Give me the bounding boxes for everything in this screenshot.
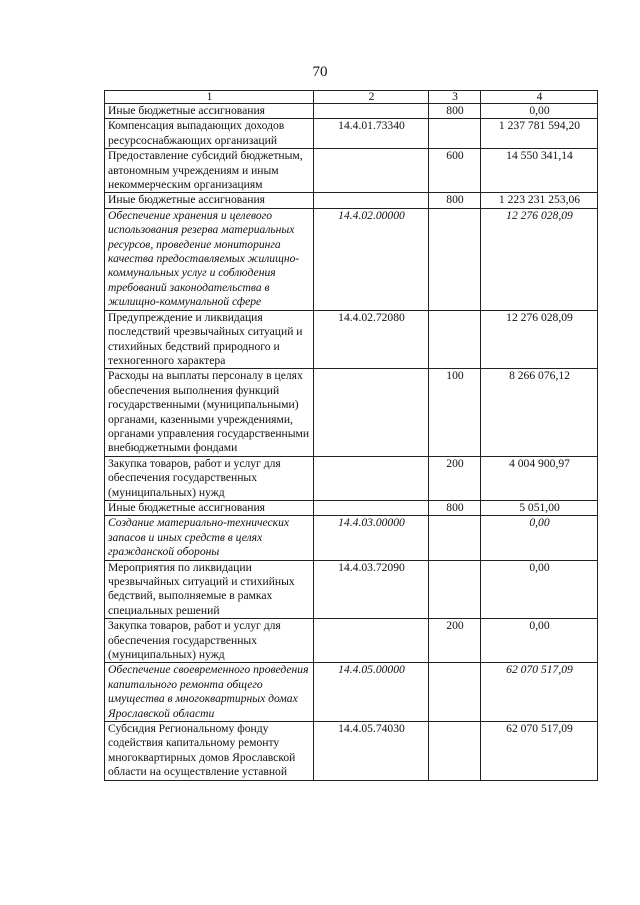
row-name: Мероприятия по ликвидации чрезвычайных ситуаций и стихийных бедствий, выполняемые в рамках специальных решений — [105, 560, 314, 619]
row-amount: 1 237 781 594,20 — [481, 119, 598, 149]
table-row — [105, 722, 598, 781]
row-code: 14.4.02.00000 — [314, 208, 429, 310]
row-amount: 62 070 517,09 — [481, 722, 598, 781]
row-expense-type: 800 — [429, 500, 481, 515]
page-number: 70 — [312, 64, 328, 80]
row-expense-type: 200 — [429, 619, 481, 663]
row-amount: 5 051,00 — [481, 500, 598, 515]
row-amount: 12 276 028,09 — [481, 208, 598, 310]
row-code: 14.4.01.73340 — [314, 119, 429, 149]
budget-table — [104, 90, 598, 781]
table-row — [105, 149, 598, 193]
row-code: 14.4.03.00000 — [314, 516, 429, 560]
table-row — [105, 369, 598, 456]
column-header-4: 4 — [481, 91, 598, 104]
table-row — [105, 208, 598, 310]
row-amount: 62 070 517,09 — [481, 663, 598, 722]
row-code: 14.4.03.72090 — [314, 560, 429, 619]
row-expense-type — [429, 310, 481, 369]
row-name: Расходы на выплаты персоналу в целях обеспечения выполнения функций государственными (муниципальными) органами, казенными учреждениями, органами управления государственными внебюджетными фондами — [105, 369, 314, 456]
row-expense-type: 800 — [429, 104, 481, 119]
row-expense-type: 100 — [429, 369, 481, 456]
row-expense-type: 200 — [429, 456, 481, 500]
row-name: Иные бюджетные ассигнования — [105, 500, 314, 515]
row-expense-type — [429, 722, 481, 781]
table-row — [105, 619, 598, 663]
table-header-row — [105, 91, 598, 104]
row-code — [314, 193, 429, 208]
row-code: 14.4.02.72080 — [314, 310, 429, 369]
column-header-2: 2 — [314, 91, 429, 104]
row-amount: 8 266 076,12 — [481, 369, 598, 456]
table-row — [105, 310, 598, 369]
row-code — [314, 500, 429, 515]
row-code — [314, 369, 429, 456]
row-name: Предупреждение и ликвидация последствий чрезвычайных ситуаций и стихийных бедствий природного и техногенного характера — [105, 310, 314, 369]
row-code — [314, 456, 429, 500]
row-amount: 1 223 231 253,06 — [481, 193, 598, 208]
table-row — [105, 500, 598, 515]
row-amount: 0,00 — [481, 104, 598, 119]
column-header-3: 3 — [429, 91, 481, 104]
table-row — [105, 560, 598, 619]
table-row — [105, 663, 598, 722]
row-amount: 14 550 341,14 — [481, 149, 598, 193]
row-amount: 4 004 900,97 — [481, 456, 598, 500]
row-expense-type: 800 — [429, 193, 481, 208]
row-name: Иные бюджетные ассигнования — [105, 193, 314, 208]
row-code: 14.4.05.00000 — [314, 663, 429, 722]
row-amount: 0,00 — [481, 619, 598, 663]
row-expense-type — [429, 516, 481, 560]
table-row — [105, 516, 598, 560]
column-header-1: 1 — [105, 91, 314, 104]
table-row — [105, 456, 598, 500]
row-name: Обеспечение своевременного проведения капитального ремонта общего имущества в многоквартирных домах Ярославской области — [105, 663, 314, 722]
row-name: Закупка товаров, работ и услуг для обеспечения государственных (муниципальных) нужд — [105, 619, 314, 663]
row-expense-type — [429, 560, 481, 619]
row-name: Компенсация выпадающих доходов ресурсоснабжающих организаций — [105, 119, 314, 149]
row-name: Иные бюджетные ассигнования — [105, 104, 314, 119]
table-row — [105, 119, 598, 149]
row-expense-type — [429, 208, 481, 310]
table-row — [105, 193, 598, 208]
row-name: Предоставление субсидий бюджетным, автономным учреждениям и иным некоммерческим организациям — [105, 149, 314, 193]
row-amount: 12 276 028,09 — [481, 310, 598, 369]
table-row — [105, 104, 598, 119]
row-code — [314, 149, 429, 193]
row-name: Закупка товаров, работ и услуг для обеспечения государственных (муниципальных) нужд — [105, 456, 314, 500]
row-expense-type: 600 — [429, 149, 481, 193]
row-name: Обеспечение хранения и целевого использования резерва материальных ресурсов, проведение мониторинга качества предоставляемых жилищно-коммунальных услуг и соблюдения требований законодательства в жилищно-коммунальной сфере — [105, 208, 314, 310]
row-expense-type — [429, 119, 481, 149]
row-name: Создание материально-технических запасов и иных средств в целях гражданской обороны — [105, 516, 314, 560]
row-code — [314, 104, 429, 119]
row-amount: 0,00 — [481, 516, 598, 560]
row-code — [314, 619, 429, 663]
row-code: 14.4.05.74030 — [314, 722, 429, 781]
row-name: Субсидия Региональному фонду содействия капитальному ремонту многоквартирных домов Ярославской области на осуществление уставной — [105, 722, 314, 781]
row-expense-type — [429, 663, 481, 722]
row-amount: 0,00 — [481, 560, 598, 619]
